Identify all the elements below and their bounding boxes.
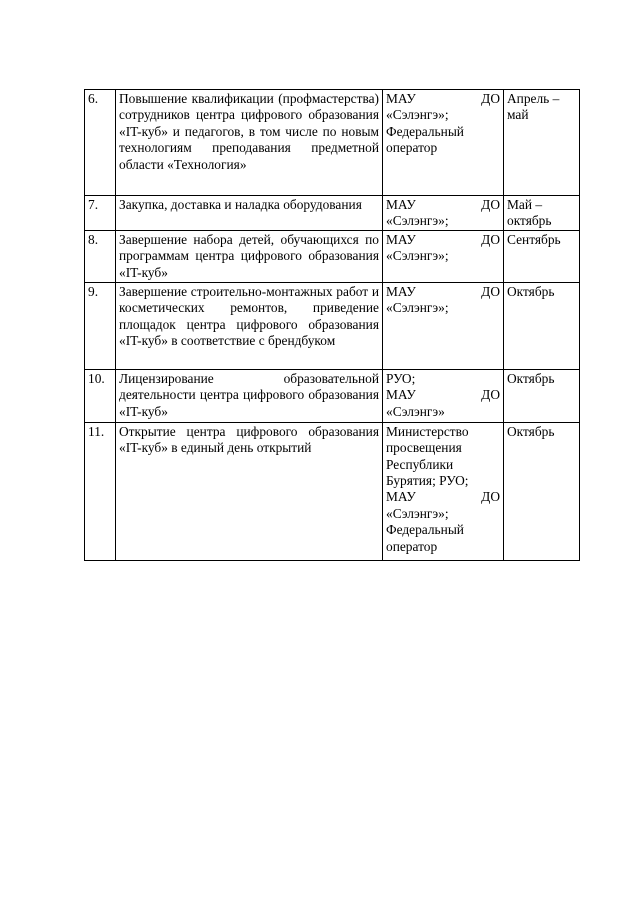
table-row [85,90,580,196]
responsible-line: «Сэлэнгэ»; [386,300,449,316]
responsible-line: МАУ ДО [386,489,500,505]
row-number: 6. [85,90,116,196]
responsible-line: «Сэлэнгэ»; [386,213,449,229]
row-number: 11. [85,422,116,560]
table-row [85,422,580,560]
responsible-cell [383,422,504,560]
responsible-line: МАУ ДО [386,231,500,247]
responsible-cell [383,230,504,282]
responsible-line: МАУ ДО [386,387,500,403]
table-row [85,282,580,369]
event-cell: Лицензирование образовательной деятельности центра цифрового образования «IT-куб» [116,369,383,422]
deadline-cell: Апрель – май [504,90,580,196]
responsible-line: «Сэлэнгэ»; [386,248,449,264]
deadline-cell: Октябрь [504,422,580,560]
table-row [85,369,580,422]
table-row [85,230,580,282]
event-cell: Повышение квалификации (профмастерства) сотрудников центра цифрового образования «IT-куб» и педагогов, в том числе по новым технологиям преподавания предметной области «Технология» [116,90,383,196]
row-number: 9. [85,282,116,369]
responsible-cell [383,90,504,196]
responsible-line: МАУ ДО [386,197,500,212]
responsible-line: «Сэлэнгэ» [386,403,445,419]
event-cell: Закупка, доставка и наладка оборудования [116,196,383,231]
responsible-line: оператор [386,538,438,554]
responsible-line: «Сэлэнгэ»; [386,505,449,521]
responsible-line: «Сэлэнгэ»; [386,107,449,123]
responsible-line: МАУ ДО [386,283,500,299]
responsible-line: просвещения [386,440,462,456]
event-cell: Завершение набора детей, обучающихся по программам центра цифрового образования «IT-куб» [116,230,383,282]
table-row [85,196,580,231]
responsible-cell [383,282,504,369]
responsible-line: оператор [386,140,438,156]
row-number: 7. [85,196,116,231]
deadline-cell: Сентябрь [504,230,580,282]
responsible-line: МАУ ДО [386,91,500,106]
responsible-line: Республики Бурятия; РУО; [386,456,469,489]
deadline-cell: Октябрь [504,282,580,369]
responsible-cell [383,369,504,422]
event-cell: Завершение строительно-монтажных работ и косметических ремонтов, приведение площадок центра цифрового образования «IT-куб» в соответствие с брендбуком [116,282,383,369]
responsible-line: Министерство [386,423,469,439]
row-number: 10. [85,369,116,422]
deadline-cell: Октябрь [504,369,580,422]
responsible-line: Федеральный [386,522,464,538]
row-number: 8. [85,230,116,282]
plan-table [84,89,580,561]
responsible-line: РУО; [386,370,416,386]
event-cell: Открытие центра цифрового образования «IT-куб» в единый день открытий [116,422,383,560]
deadline-cell: Май – октябрь [504,196,580,231]
responsible-cell [383,196,504,231]
responsible-line: Федеральный [386,123,464,139]
